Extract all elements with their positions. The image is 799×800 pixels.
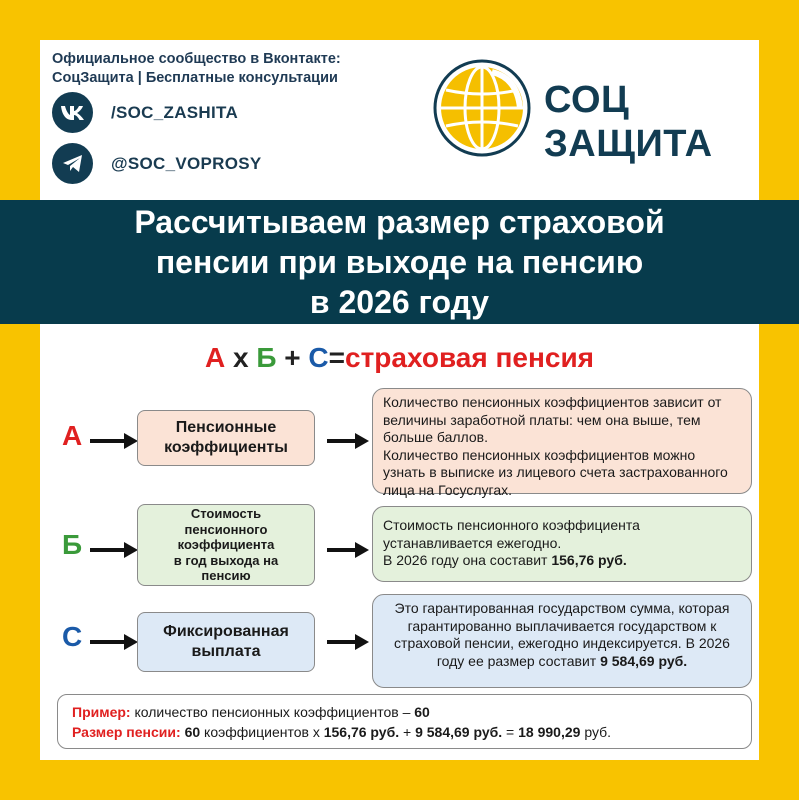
page-title: Рассчитываем размер страховой пенсии при выходе на пенсию в 2026 году — [134, 204, 665, 320]
example-coef-count: 60 — [414, 704, 430, 720]
arrow-right-icon — [327, 540, 369, 560]
example-text: количество пенсионных коэффициентов – — [130, 704, 415, 720]
formula-result: страховая пенсия — [345, 342, 594, 373]
example-box — [57, 694, 752, 749]
calc-equals: = — [502, 724, 519, 740]
concept-fixed-payment: Фиксированная выплата — [137, 612, 315, 672]
formula-a: А — [204, 342, 226, 373]
calc-coef-cost: 156,76 руб. — [323, 724, 400, 740]
arrow-right-icon — [90, 632, 138, 652]
calc-coef-count: 60 — [184, 724, 201, 740]
calc-plus: + — [399, 724, 416, 740]
calc-total: 18 990,29 — [518, 724, 581, 740]
formula-heading — [40, 342, 759, 374]
telegram-handle: @SOC_VOPROSY — [111, 153, 262, 173]
example-line-1 — [72, 702, 737, 722]
logo-line-2: ЗАЩИТА — [544, 123, 713, 165]
row-a-letter: А — [62, 420, 83, 451]
description-a-line-1: Количество пенсионных коэффициентов зависит от величины заработной платы: чем она выше, тем больше баллов. — [383, 394, 722, 445]
concept-coefficient-cost: Стоимость пенсионного коэффициента в год выхода на пенсию — [137, 504, 315, 586]
vk-handle: /SOC_ZASHITA — [111, 102, 239, 122]
calc-currency: руб. — [580, 724, 612, 740]
example-label: Пример: — [72, 704, 131, 720]
example-line-2 — [72, 722, 737, 742]
formula-card — [40, 324, 759, 760]
row-c-letter: С — [62, 621, 83, 652]
fixed-payment-value: 9 584,69 руб. — [600, 652, 688, 669]
pension-size-label: Размер пенсии: — [72, 724, 181, 740]
description-b-prefix: В 2026 году она составит — [383, 552, 552, 568]
formula-equals: = — [328, 342, 345, 373]
formula-plus: + — [284, 342, 301, 373]
vk-link[interactable] — [52, 92, 238, 133]
header-card — [40, 40, 759, 200]
calc-fixed-payment: 9 584,69 руб. — [415, 724, 503, 740]
vk-logo-icon — [52, 92, 93, 133]
logo-line-1: СОЦ — [544, 79, 630, 121]
arrow-right-icon — [90, 431, 138, 451]
description-c-text: Это гарантированная государством сумма, которая гарантированно выплачивается государством к страховой пенсии, ежегодно индексируется. В 2026 году ее размер составит — [394, 600, 730, 669]
coefficient-cost-value: 156,76 руб. — [551, 552, 627, 568]
community-info — [52, 50, 341, 88]
arrow-right-icon — [327, 431, 369, 451]
telegram-link[interactable] — [52, 143, 262, 184]
description-b-line-1: Стоимость пенсионного коэффициента устанавливается ежегодно. — [383, 517, 640, 551]
formula-multiply: х — [233, 342, 249, 373]
arrow-right-icon — [327, 632, 369, 652]
description-a — [372, 388, 752, 498]
logo-wordmark — [544, 78, 713, 166]
formula-c: С — [308, 342, 329, 373]
calc-text-coef: коэффициентов х — [200, 724, 324, 740]
title-band — [0, 200, 799, 324]
description-b-line-2 — [383, 552, 741, 570]
description-c — [372, 594, 752, 688]
row-b-letter: Б — [62, 529, 83, 560]
arrow-right-icon — [90, 540, 138, 560]
formula-b: Б — [256, 342, 277, 373]
description-b — [372, 506, 752, 582]
telegram-icon — [52, 143, 93, 184]
globe-logo-icon — [432, 58, 532, 158]
concept-pension-coefficients: Пенсионные коэффициенты — [137, 410, 315, 466]
description-a-line-2: Количество пенсионных коэффициентов можно узнать в выписке из лицевого счета застрахованного лица на Госуслугах. — [383, 446, 728, 498]
community-line-2: СоцЗащита | Бесплатные консультации — [52, 70, 338, 86]
community-line-1: Официальное сообщество в Вконтакте: — [52, 51, 341, 67]
